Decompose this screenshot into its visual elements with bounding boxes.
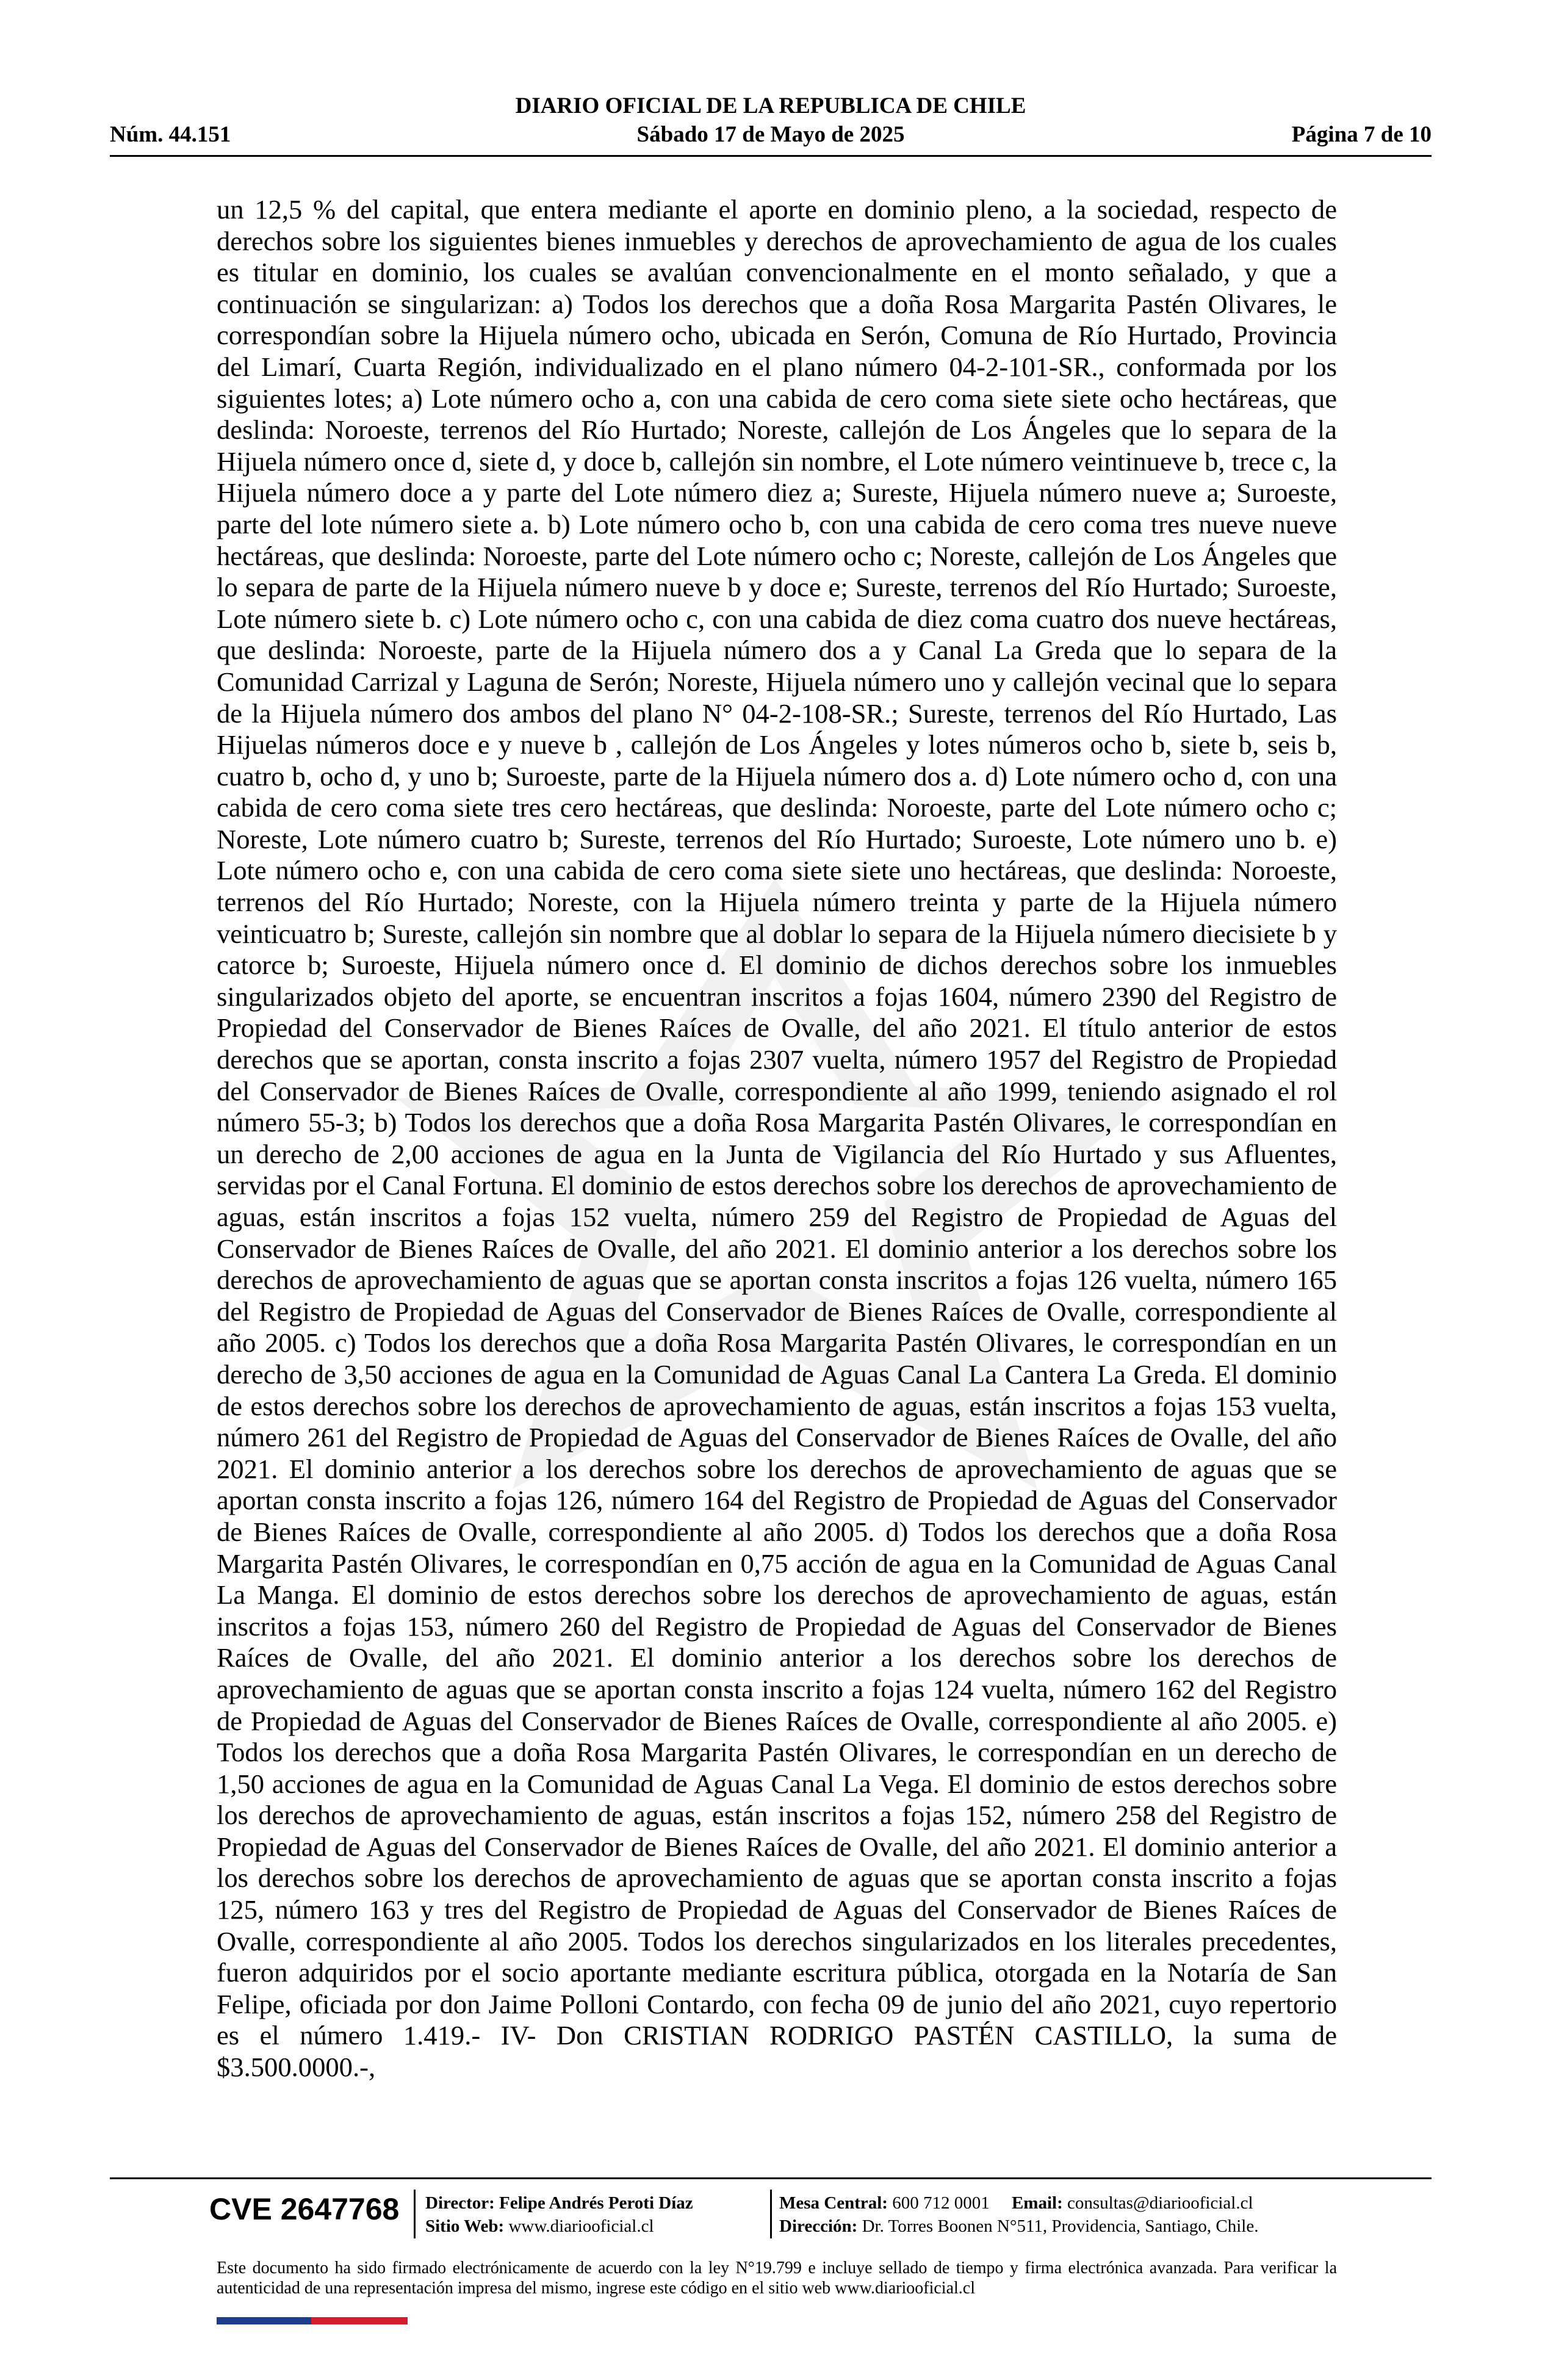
publication-title: DIARIO OFICIAL DE LA REPUBLICA DE CHILE — [515, 93, 1026, 118]
director-name: Felipe Andrés Peroti Díaz — [499, 2193, 693, 2213]
phone-value: 600 712 0001 — [892, 2193, 990, 2213]
signature-notice: Este documento ha sido firmado electrónicamente de acuerdo con la ley N°19.799 e incluye sellado de tiempo y firma electrónica avanzada. Para verificar la autenticidad de una representación impresa del mismo, ingrese este código en el sitio web www.diariooficial.cl — [217, 2259, 1337, 2298]
email-link[interactable]: consultas@diariooficial.cl — [1067, 2193, 1253, 2213]
flag-stripe — [217, 2317, 408, 2324]
header-divider — [110, 155, 1432, 157]
footer-divider — [110, 2177, 1432, 2179]
address-value: Dr. Torres Boonen N°511, Providencia, Santiago, Chile. — [862, 2216, 1259, 2236]
phone-label: Mesa Central: — [779, 2193, 888, 2213]
address-line — [779, 2215, 1258, 2237]
director-label: Director: — [425, 2193, 495, 2213]
director-line — [425, 2192, 693, 2214]
footer-separator — [414, 2190, 416, 2238]
page-number: Página 7 de 10 — [1291, 122, 1432, 147]
issue-number: Núm. 44.151 — [110, 122, 231, 147]
email-label: Email: — [1011, 2193, 1063, 2213]
footer-separator — [770, 2190, 772, 2238]
contact-line — [779, 2192, 1253, 2214]
website-line — [425, 2215, 654, 2237]
flag-red-segment — [311, 2317, 408, 2324]
flag-blue-segment — [217, 2317, 311, 2324]
cve-code: CVE 2647768 — [209, 2192, 400, 2226]
website-label: Sitio Web: — [425, 2216, 505, 2236]
document-body: un 12,5 % del capital, que entera mediante el aporte en dominio pleno, a la sociedad, respecto de derechos sobre los siguientes bienes inmuebles y derechos de aprovechamiento de agua de los cuales es titular en dominio, los cuales se avalúan convencionalmente en el monto señalado, y que a continuación se singularizan: a) Todos los derechos que a doña Rosa Margarita Pastén Olivares, le correspondían sobre la Hijuela número ocho, ubicada en Serón, Comuna de Río Hurtado, Provincia del Limarí, Cuarta Región, individualizado en el plano número 04-2-101-SR., conformada por los siguientes lotes; a) Lote número ocho a, con una cabida de cero coma siete siete ocho hectáreas, que deslinda: Noroeste, terrenos del Río Hurtado; Noreste, callejón de Los Ángeles que lo separa de la Hijuela número once d, siete d, y doce b, callejón sin nombre, el Lote número veintinueve b, trece c, la Hijuela número doce a y parte del Lote número diez a; Sureste, Hijuela número nueve a; Suroeste, parte del lote número siete a. b) Lote número ocho b, con una cabida de cero coma tres nueve nueve hectáreas, que deslinda: Noroeste, parte del Lote número ocho c; Noreste, callejón de Los Ángeles que lo separa de parte de la Hijuela número nueve b y doce e; Sureste, terrenos del Río Hurtado; Suroeste, Lote número siete b. c) Lote número ocho c, con una cabida de diez coma cuatro dos nueve hectáreas, que deslinda: Noroeste, parte de la Hijuela número dos a y Canal La Greda que lo separa de la Comunidad Carrizal y Laguna de Serón; Noreste, Hijuela número uno y callejón vecinal que lo separa de la Hijuela número dos ambos del plano N° 04-2-108-SR.; Sureste, terrenos del Río Hurtado, Las Hijuelas números doce e y nueve b , callejón de Los Ángeles y lotes números ocho b, siete b, seis b, cuatro b, ocho d, y uno b; Suroeste, parte de la Hijuela número dos a. d) Lote número ocho d, con una cabida de cero coma siete tres cero hectáreas, que deslinda: Noroeste, parte del Lote número ocho c; Noreste, Lote número cuatro b; Sureste, terrenos del Río Hurtado; Suroeste, Lote número uno b. e) Lote número ocho e, con una cabida de cero coma siete siete uno hectáreas, que deslinda: Noroeste, terrenos del Río Hurtado; Noreste, con la Hijuela número treinta y parte de la Hijuela número veinticuatro b; Sureste, callejón sin nombre que al doblar lo separa de la Hijuela número diecisiete b y catorce b; Suroeste, Hijuela número once d. El dominio de dichos derechos sobre los inmuebles singularizados objeto del aporte, se encuentran inscritos a fojas 1604, número 2390 del Registro de Propiedad del Conservador de Bienes Raíces de Ovalle, del año 2021. El título anterior de estos derechos que se aportan, consta inscrito a fojas 2307 vuelta, número 1957 del Registro de Propiedad del Conservador de Bienes Raíces de Ovalle, correspondiente al año 1999, teniendo asignado el rol número 55-3; b) Todos los derechos que a doña Rosa Margarita Pastén Olivares, le correspondían en un derecho de 2,00 acciones de agua en la Junta de Vigilancia del Río Hurtado y sus Afluentes, servidas por el Canal Fortuna. El dominio de estos derechos sobre los derechos de aprovechamiento de aguas, están inscritos a fojas 152 vuelta, número 259 del Registro de Propiedad de Aguas del Conservador de Bienes Raíces de Ovalle, del año 2021. El dominio anterior a los derechos sobre los derechos de aprovechamiento de aguas que se aportan consta inscritos a fojas 126 vuelta, número 165 del Registro de Propiedad de Aguas del Conservador de Bienes Raíces de Ovalle, correspondiente al año 2005. c) Todos los derechos que a doña Rosa Margarita Pastén Olivares, le correspondían en un derecho de 3,50 acciones de agua en la Comunidad de Aguas Canal La Cantera La Greda. El dominio de estos derechos sobre los derechos de aprovechamiento de aguas, están inscritos a fojas 153 vuelta, número 261 del Registro de Propiedad de Aguas del Conservador de Bienes Raíces de Ovalle, del año 2021. El dominio anterior a los derechos sobre los derechos de aprovechamiento de aguas que se aportan consta inscrito a fojas 126, número 164 del Registro de Propiedad de Aguas del Conservador de Bienes Raíces de Ovalle, correspondiente al año 2005. d) Todos los derechos que a doña Rosa Margarita Pastén Olivares, le correspondían en 0,75 acción de agua en la Comunidad de Aguas Canal La Manga. El dominio de estos derechos sobre los derechos de aprovechamiento de aguas, están inscritos a fojas 153, número 260 del Registro de Propiedad de Aguas del Conservador de Bienes Raíces de Ovalle, del año 2021. El dominio anterior a los derechos sobre los derechos de aprovechamiento de aguas que se aportan consta inscrito a fojas 124 vuelta, número 162 del Registro de Propiedad de Aguas del Conservador de Bienes Raíces de Ovalle, correspondiente al año 2005. e) Todos los derechos que a doña Rosa Margarita Pastén Olivares, le correspondían en un derecho de 1,50 acciones de agua en la Comunidad de Aguas Canal La Vega. El dominio de estos derechos sobre los derechos de aprovechamiento de aguas, están inscritos a fojas 152, número 258 del Registro de Propiedad de Aguas del Conservador de Bienes Raíces de Ovalle, del año 2021. El dominio anterior a los derechos sobre los derechos de aprovechamiento de aguas que se aportan consta inscrito a fojas 125, número 163 y tres del Registro de Propiedad de Aguas del Conservador de Bienes Raíces de Ovalle, correspondiente al año 2005. Todos los derechos singularizados en los literales precedentes, fueron adquiridos por el socio aportante mediante escritura pública, otorgada en la Notaría de San Felipe, oficiada por don Jaime Polloni Contardo, con fecha 09 de junio del año 2021, cuyo repertorio es el número 1.419.- IV- Don CRISTIAN RODRIGO PASTÉN CASTILLO, la suma de $3.500.0000.-, — [217, 194, 1337, 2083]
publication-date: Sábado 17 de Mayo de 2025 — [636, 122, 905, 147]
website-link[interactable]: www.diariooficial.cl — [508, 2216, 654, 2236]
page-header — [110, 93, 1432, 160]
address-label: Dirección: — [779, 2216, 858, 2236]
